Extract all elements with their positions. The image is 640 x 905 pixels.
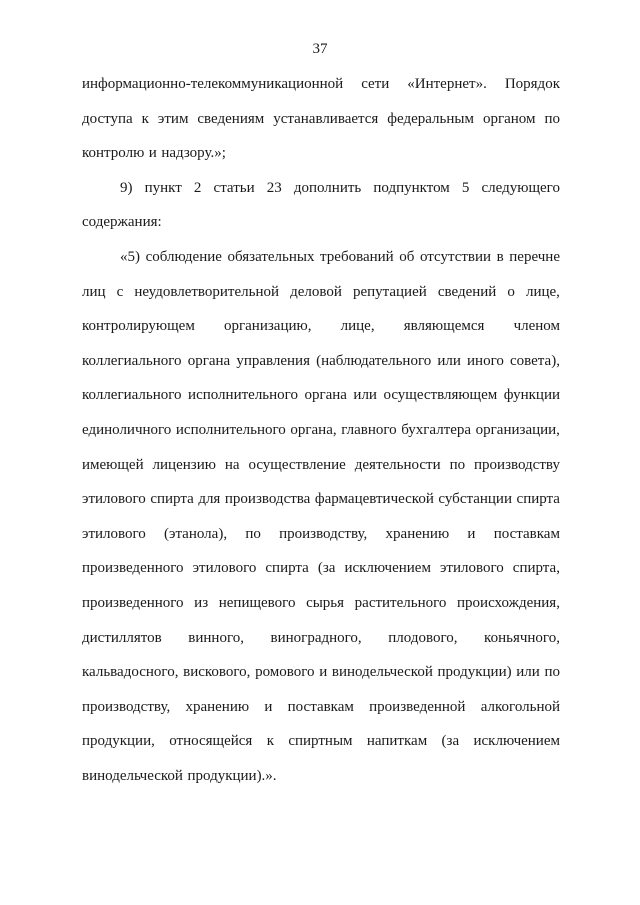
word: осуществляющем — [383, 387, 498, 404]
word: субстанции — [438, 491, 512, 508]
word: контролю — [82, 145, 145, 162]
word: дистиллятов — [82, 629, 162, 646]
word: из — [194, 594, 209, 611]
word: федеральным — [387, 110, 474, 127]
text-line — [82, 275, 560, 310]
word: производству, — [82, 698, 171, 715]
word: дополнить — [293, 179, 362, 196]
word: произведенного — [82, 560, 184, 577]
word: коньячного, — [484, 629, 560, 646]
word: производству — [474, 456, 560, 473]
word: деловой — [290, 283, 342, 300]
word: (за — [441, 733, 460, 750]
word: (наблюдательного — [316, 352, 432, 369]
word: лиц — [82, 283, 106, 300]
text-line — [82, 690, 560, 725]
word: по — [245, 525, 261, 542]
word: хранению — [185, 698, 250, 715]
text-line — [82, 171, 560, 206]
word: этим — [157, 110, 189, 127]
word: 9) — [120, 179, 133, 196]
word: сырья — [306, 594, 345, 611]
text-line — [82, 724, 560, 759]
word: о — [507, 283, 515, 300]
word: с — [116, 283, 124, 300]
text-line — [82, 344, 560, 379]
word: производству, — [279, 525, 368, 542]
text-line — [82, 621, 560, 656]
word: продукции) — [437, 664, 512, 681]
word: главного — [341, 421, 397, 438]
word: лице, — [340, 318, 375, 335]
word: (за — [317, 560, 336, 577]
word: исполнительного — [175, 421, 286, 438]
word: контролирующем — [82, 318, 195, 335]
page-number: 37 — [312, 41, 328, 57]
word: репутацией — [352, 283, 427, 300]
word: производства — [224, 491, 311, 508]
word: лицензию — [152, 456, 216, 473]
word: к — [266, 733, 274, 750]
word: напиткам — [366, 733, 428, 750]
word: исполнительного — [188, 387, 298, 404]
word: и — [467, 525, 476, 542]
word: информационно-телекоммуникационной — [82, 76, 344, 92]
text-line — [82, 102, 560, 137]
word: следующего — [481, 179, 560, 196]
word: продукции, — [82, 733, 155, 750]
text-line — [82, 759, 560, 794]
word: относящейся — [169, 733, 253, 750]
word: осуществление — [248, 456, 346, 473]
word: хранению — [385, 525, 450, 542]
text-line — [82, 413, 560, 448]
word: имеющей — [82, 456, 144, 473]
word: на — [224, 456, 240, 473]
word: по — [449, 456, 466, 473]
word: исключением — [473, 733, 560, 750]
word: деятельности — [354, 456, 441, 473]
word: винодельческой — [82, 767, 183, 784]
word: по — [544, 664, 560, 681]
word: плодового, — [388, 629, 458, 646]
word: сведений — [437, 283, 497, 300]
word: или — [437, 352, 461, 369]
word: происхождения, — [457, 594, 560, 611]
text-line — [82, 586, 560, 621]
word: Порядок — [504, 76, 560, 92]
word: этилового — [192, 560, 257, 577]
word: устанавливается — [273, 110, 379, 127]
document-body — [82, 67, 560, 793]
word: сети — [361, 76, 390, 92]
word: неудовлетворительной — [134, 283, 280, 300]
word: членом — [513, 318, 560, 335]
word: продукции).». — [187, 767, 277, 784]
word: поставкам — [493, 525, 560, 542]
word: этилового — [439, 560, 504, 577]
word: исключением — [344, 560, 431, 577]
word: органом — [482, 110, 536, 127]
word: коллегиального — [82, 387, 182, 404]
text-line — [82, 551, 560, 586]
word: подпунктом — [373, 179, 450, 196]
text-line — [82, 205, 560, 240]
word: спирта — [150, 491, 194, 508]
word: винного, — [188, 629, 244, 646]
word: произведенной — [369, 698, 466, 715]
word: органа, — [290, 421, 337, 438]
word: вискового, — [183, 664, 251, 681]
word: непищевого — [218, 594, 296, 611]
word: об — [399, 248, 415, 265]
text-line — [82, 517, 560, 552]
word: или — [516, 664, 540, 681]
word: совета), — [510, 352, 560, 369]
word: организации, — [475, 421, 560, 438]
word: требований — [320, 248, 394, 265]
word: сведениям — [197, 110, 265, 127]
word: и — [148, 145, 157, 162]
word: спирта, — [512, 560, 560, 577]
word: и — [264, 698, 273, 715]
text-line — [82, 136, 560, 171]
word: этилового — [82, 525, 146, 542]
word: обязательных — [227, 248, 315, 265]
word: отсутствии — [419, 248, 492, 265]
word: растительного — [354, 594, 447, 611]
word: пункт — [144, 179, 182, 196]
word: по — [544, 110, 560, 127]
text-line — [82, 309, 560, 344]
word: 23 — [266, 179, 282, 196]
word: иного — [467, 352, 504, 369]
word: кальвадосного, — [82, 664, 179, 681]
word: соблюдение — [145, 248, 222, 265]
word: к — [141, 110, 149, 127]
word: этилового — [82, 491, 146, 508]
text-line — [82, 378, 560, 413]
word: 2 — [193, 179, 202, 196]
word: в — [496, 248, 504, 265]
word: органа — [304, 387, 347, 404]
word: содержания: — [82, 214, 162, 231]
word: 5 — [461, 179, 470, 196]
word: бухгалтера — [401, 421, 472, 438]
word: организацию, — [224, 318, 312, 335]
word: спиртным — [288, 733, 353, 750]
word: фармацевтической — [314, 491, 434, 508]
word: для — [198, 491, 221, 508]
word: спирта — [516, 491, 560, 508]
word: органа — [187, 352, 231, 369]
word: коллегиального — [82, 352, 182, 369]
word: являющемся — [403, 318, 485, 335]
word: лице, — [525, 283, 560, 300]
word: и — [319, 664, 328, 681]
text-line — [82, 448, 560, 483]
word: доступа — [82, 110, 133, 127]
word: алкогольной — [480, 698, 560, 715]
word: статьи — [213, 179, 255, 196]
word: или — [353, 387, 377, 404]
word: ромового — [255, 664, 315, 681]
word: спирта — [265, 560, 309, 577]
text-line — [82, 482, 560, 517]
word: надзору.»; — [161, 145, 226, 162]
text-line — [82, 67, 560, 102]
word: виноградного, — [270, 629, 362, 646]
word: функции — [503, 387, 560, 404]
word: произведенного — [82, 594, 184, 611]
word: единоличного — [82, 421, 172, 438]
word: «Интернет». — [407, 76, 487, 92]
word: перечне — [509, 248, 560, 265]
word: поставкам — [287, 698, 354, 715]
text-line — [82, 655, 560, 690]
word: винодельческой — [331, 664, 433, 681]
word: «5) — [120, 248, 140, 265]
word: (этанола), — [164, 525, 228, 542]
text-line — [82, 240, 560, 275]
word: управления — [236, 352, 310, 369]
